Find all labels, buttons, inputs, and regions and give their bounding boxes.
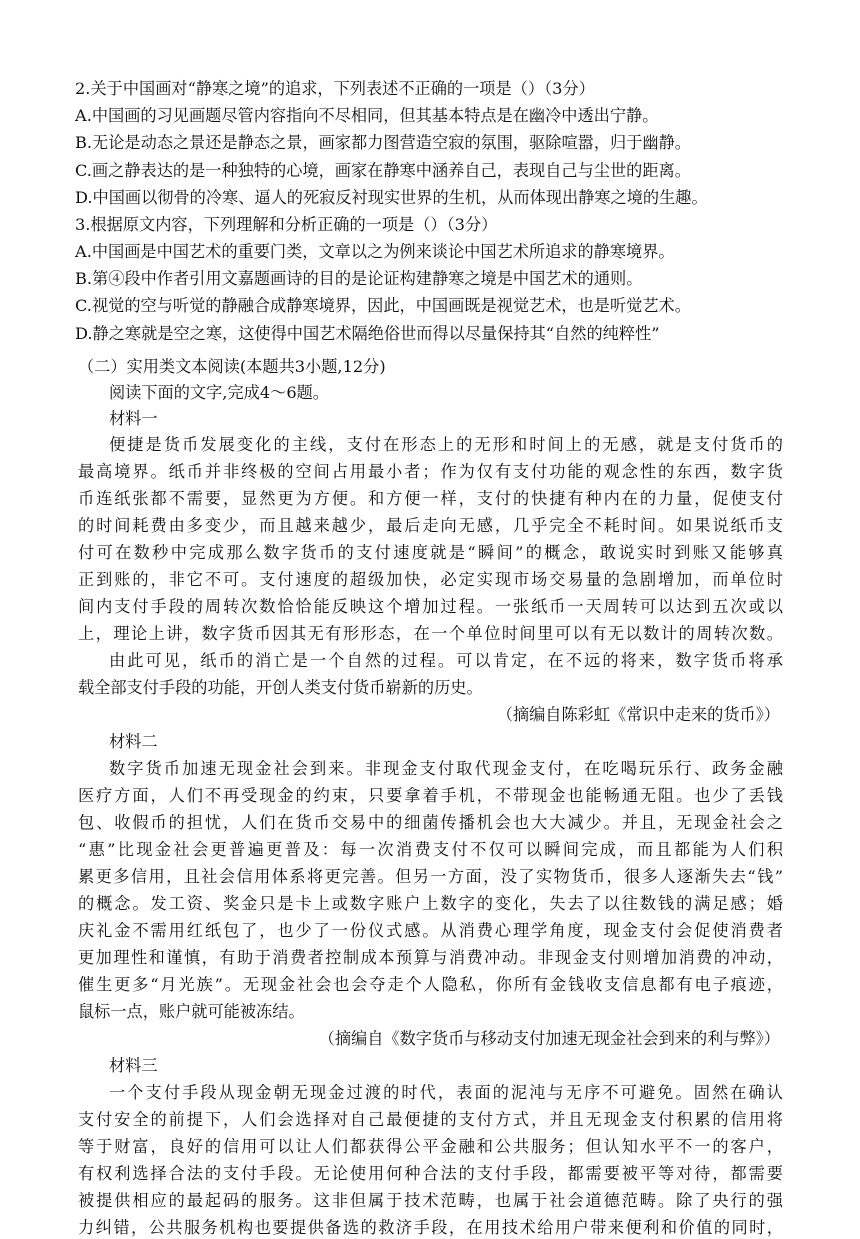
material-1-line: 由此可见，纸币的消亡是一个自然的过程。可以肯定，在不远的将来，数字货币将承 [109,651,783,670]
material-1-line: 上，理论上讲，数字货币因其无有形形态，在一个单位时间里可以有无以数计的周转次数。 [78,624,783,643]
material-2-line: “惠”比现金社会更普遍更普及：每一次消费支付不仅可以瞬间完成，而且都能为人们积 [78,840,783,859]
material-1-line: 币连纸张都不需要，显然更为方便。和方便一样，支付的快捷有种内在的力量，促使支付 [78,489,783,508]
material-2-line: 催生更多“月光族”。无现金社会也会夺走个人隐私，你所有金钱收支信息都有电子痕迹， [78,975,783,994]
material-3-title: 材料三 [109,1056,158,1075]
material-3-line: 被提供相应的最起码的服务。这非但属于技术范畴，也属于社会道德范畴。除了央行的强 [78,1191,783,1210]
material-2-source: （摘编自《数字货币与移动支付加速无现金社会到来的利与弊》） [318,1029,780,1048]
q3-option-c: C.视觉的空与听觉的静融合成静寒境界，因此，中国画既是视觉艺术，也是听觉艺术。 [75,296,691,315]
material-3-line: 力纠错，公共服务机构也要提供备选的救济手段，在用技术给用户带来便利和价值的同时， [78,1218,783,1237]
q3-stem: 3.根据原文内容，下列理解和分析正确的一项是（）（3分） [75,215,498,234]
q2-option-b: B.无论是动态之景还是静态之景，画家都力图营造空寂的氛围，驱除喧嚣，归于幽静。 [75,133,691,152]
material-2-line: 累更多信用，且社会信用体系将更完善。但另一方面，没了实物货币，很多人逐渐失去“钱” [78,867,783,886]
section-heading: （二）实用类文本阅读(本题共3小题,12分) [78,357,386,376]
material-1-line: 便捷是货币发展变化的主线，支付在形态上的无形和时间上的无感，就是支付货币的 [109,435,783,454]
material-2-line: 医疗方面，人们不再受现金的约束，只要拿着手机，不带现金也能畅通无阻。也少了丢钱 [78,786,783,805]
material-3-line: 有权利选择合法的支付手段。无论使用何种合法的支付手段，都需要被平等对待，都需要 [78,1164,783,1183]
material-2-line: 鼠标一点，账户就可能被冻结。 [78,1002,305,1021]
q2-option-c: C.画之静表达的是一种独特的心境，画家在静寒中涵养自己，表现自己与尘世的距离。 [75,161,691,180]
material-1-line: 正到账的，非它不可。支付速度的超级加快，必定实现市场交易量的急剧增加，而单位时 [78,570,783,589]
material-2-line: 数字货币加速无现金社会到来。非现金支付取代现金支付，在吃喝玩乐行、政务金融 [109,759,783,778]
section-instruction: 阅读下面的文字,完成4～6题。 [109,383,329,402]
material-1-line: 载全部支付手段的功能，开创人类支付货币崭新的历史。 [78,678,483,697]
q3-option-b: B.第④段中作者引用文嘉题画诗的目的是论证构建静寒之境是中国艺术的通则。 [75,269,643,288]
q2-stem: 2.关于中国画对“静寒之境”的追求，下列表述不正确的一项是（）（3分） [75,79,595,98]
material-3-line: 一个支付手段从现金朝无现金过渡的时代，表面的泥沌与无序不可避免。固然在确认 [109,1083,783,1102]
material-1-title: 材料一 [109,409,158,428]
material-1-line: 间内支付手段的周转次数恰恰能反映这个增加过程。一张纸币一天周转可以达到五次或以 [78,597,783,616]
material-2-line: 包、收假币的担忧，人们在货币交易中的细菌传播机会也大大减少。并且，无现金社会之 [78,813,783,832]
material-1-line: 的时间耗费由多变少，而且越来越少，最后走向无感，几乎完全不耗时间。如果说纸币支 [78,516,783,535]
material-1-source: （摘编自陈彩虹《常识中走来的货币》） [496,705,780,724]
material-3-line: 支付安全的前提下，人们会选择对自己最便捷的支付方式，并且无现金支付积累的信用将 [78,1110,783,1129]
q3-option-d: D.静之寒就是空之寒，这使得中国艺术隔绝俗世而得以尽量保持其“自然的纯粹性” [75,324,660,343]
q3-option-a: A.中国画是中国艺术的重要门类，文章以之为例来谈论中国艺术所追求的静寒境界。 [75,242,675,261]
material-3-line: 等于财富，良好的信用可以让人们都获得公平金融和公共服务；但认知水平不一的客户， [78,1137,783,1156]
material-2-line: 的概念。发工资、奖金只是卡上或数字账户上数字的变化，失去了以往数钱的满足感；婚 [78,894,783,913]
q2-option-d: D.中国画以彻骨的冷寒、逼人的死寂反衬现实世界的生机，从而体现出静寒之境的生趣。 [75,188,708,207]
material-2-line: 更加理性和谨慎，有助于消费者控制成本预算与消费冲动。非现金支付则增加消费的冲动， [78,948,783,967]
material-2-title: 材料二 [109,732,158,751]
material-2-line: 庆礼金不需用红纸包了，也少了一份仪式感。从消费心理学角度，现金支付会促使消费者 [78,921,783,940]
q2-option-a: A.中国画的习见画题尽管内容指向不尽相同，但其基本特点是在幽冷中透出宁静。 [75,106,659,125]
material-1-line: 付可在数秒中完成那么数字货币的支付速度就是“瞬间”的概念，敢说实时到账又能够真 [78,543,783,562]
material-1-line: 最高境界。纸币并非终极的空间占用最小者；作为仅有支付功能的观念性的东西，数字货 [78,462,783,481]
